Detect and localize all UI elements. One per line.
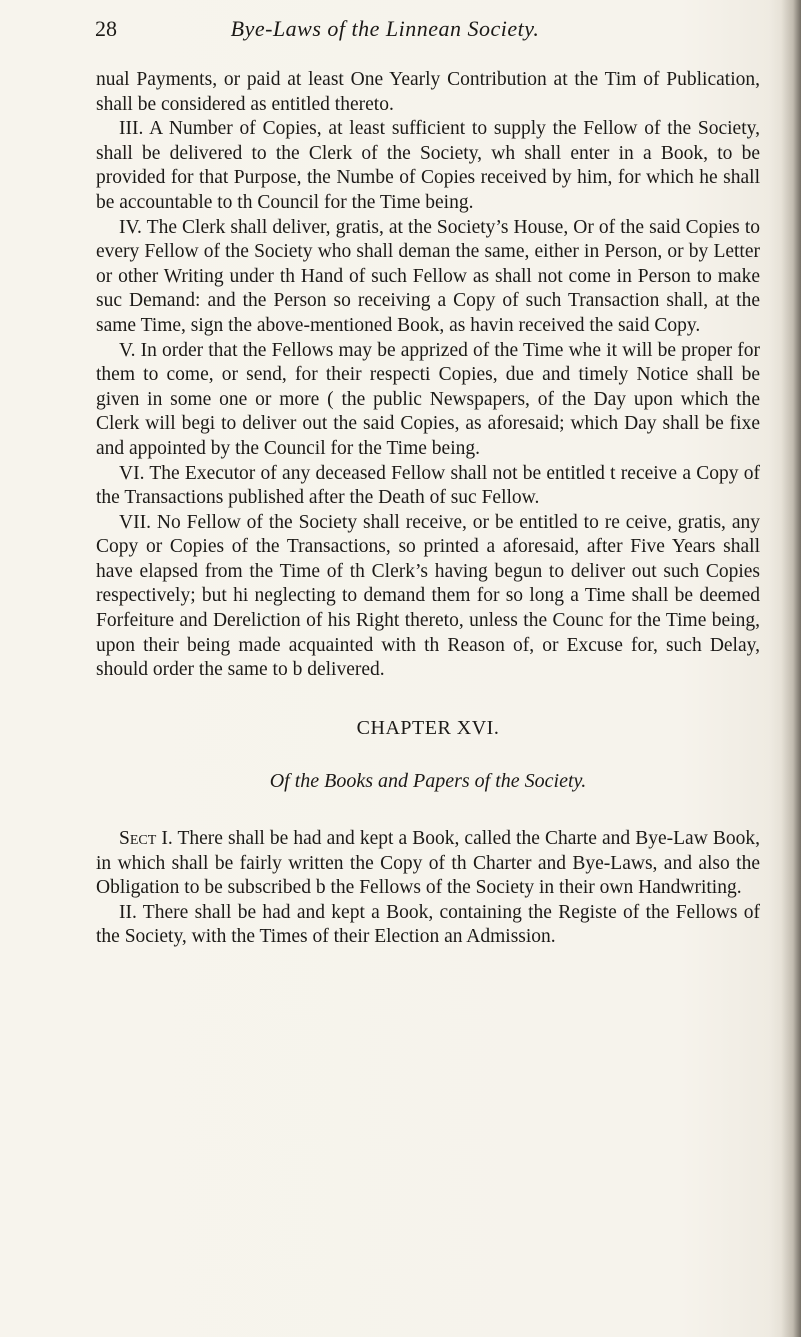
section-v-paragraph: V. In order that the Fellows may be apprized of the Time whe it will be proper for them to come, or send, for their respecti Copies, due and timely Notice shall be given in some one or more ( the public Newspapers, of the Day upon which the Clerk will begi to deliver out the said Copies, as aforesaid; which Day shall be fixe and appointed by the Council for the Time being. bbox=[96, 339, 760, 459]
sect-i-paragraph bbox=[96, 827, 760, 901]
page-edge-shadow bbox=[781, 0, 801, 1337]
section-iii-paragraph: III. A Number of Copies, at least sufficient to supply the Fellow of the Society, shall be delivered to the Clerk of the Society, wh shall enter in a Book, to be provided for that Purpose, the Numbe of Copies received by him, for which he shall be accountable to th Council for the Time being. bbox=[96, 118, 760, 213]
sect-i-label: Sect I. bbox=[119, 828, 173, 850]
chapter-subtitle: Of the Books and Papers of the Society. bbox=[269, 770, 587, 793]
section-iv-paragraph: IV. The Clerk shall deliver, gratis, at the Society’s House, Or of the said Copies to every Fellow of the Society who shall deman the same, either in Person, or by Letter or other Writing under th Hand of such Fellow as shall not come in Person to make suc Demand: and the Person so receiving a Copy of such Transaction shall, at the same Time, sign the above-mentioned Book, as havin received the said Copy. bbox=[96, 216, 760, 336]
sect-ii-paragraph: II. There shall be had and kept a Book, containing the Registe of the Fellows of the Society, with the Times of their Election an Admission. bbox=[96, 901, 760, 948]
section-vi-paragraph: VI. The Executor of any deceased Fellow shall not be entitled t receive a Copy of the Transactions published after the Death of suc Fellow. bbox=[96, 462, 760, 509]
sect-i-text: There shall be had and kept a Book, called the Charte and Bye-Law Book, in which shall be fairly written the Copy of th Charter and Bye-Laws, and also the Obligation to be subscribed b the Fellows of the Society in their own Handwriting. bbox=[96, 828, 760, 899]
page-body bbox=[96, 68, 760, 950]
page-number: 28 bbox=[95, 16, 117, 41]
section-vii-paragraph: VII. No Fellow of the Society shall receive, or be entitled to re ceive, gratis, any Copy or Copies of the Transactions, so printed a aforesaid, after Five Years shall have elapsed from the Time of th Clerk’s having begun to deliver out such Copies respectively; but hi neglecting to demand them for so long a Time shall be deemed Forfeiture and Dereliction of his Right thereto, unless the Counc for the Time being, upon their being made acquainted with th Reason of, or Excuse for, such Delay, should order the same to b delivered. bbox=[96, 511, 760, 681]
continuation-paragraph: nual Payments, or paid at least One Yearly Contribution at the Tim of Publication, shall be considered as entitled thereto. bbox=[96, 69, 760, 115]
chapter-title: CHAPTER XVI. bbox=[356, 716, 500, 739]
running-title: Bye-Laws of the Linnean Society. bbox=[230, 16, 540, 41]
page-header bbox=[95, 16, 675, 46]
